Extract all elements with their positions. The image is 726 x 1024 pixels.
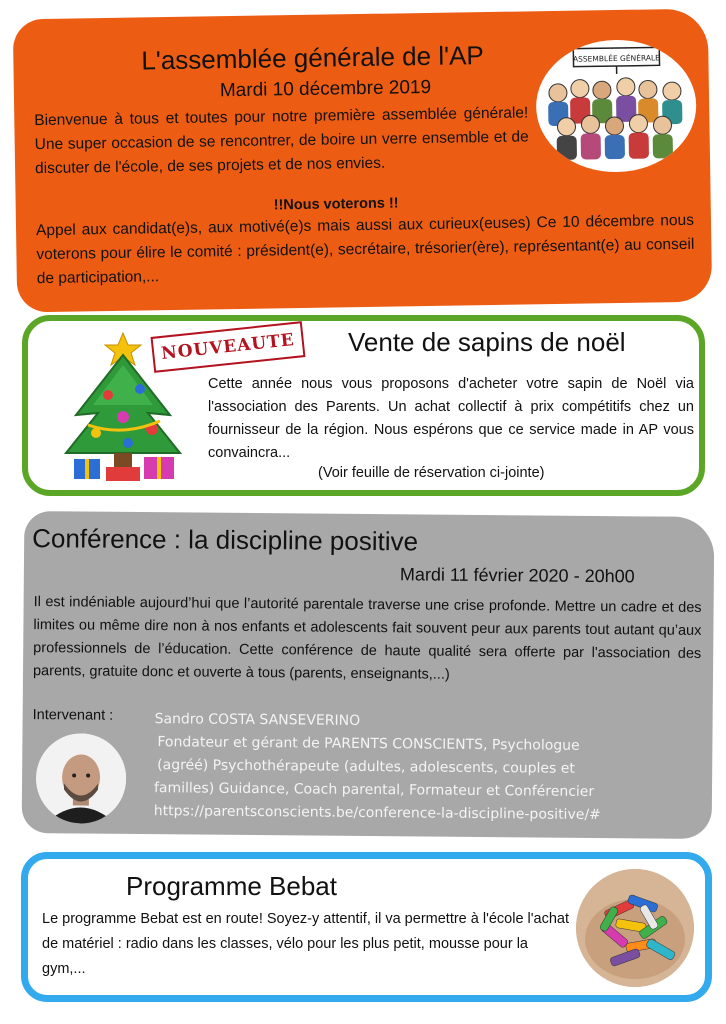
assembly-illustration (535, 39, 697, 173)
ag-date: Mardi 10 décembre 2019 (219, 76, 432, 102)
sapins-title: Vente de sapins de noël (348, 327, 626, 357)
bebat-section (21, 852, 712, 1002)
speaker-name: Sandro COSTA SANSEVERINO (154, 711, 361, 729)
conference-section (22, 511, 715, 839)
bebat-title: Programme Bebat (126, 871, 337, 901)
ag-intro: Bienvenue à tous et toutes pour notre première assemblée générale! Une super occasion de se rencontrer, de boire un verre ensemble et de discuter de l'école, de ses projets et de nos envies. (34, 104, 529, 178)
conference-title: Conférence : la discipline positive (32, 523, 419, 557)
speaker-label: Intervenant : (32, 707, 114, 724)
speaker-line-1: Fondateur et gérant de PARENTS CONSCIENTS, Psychologue (157, 734, 580, 754)
speaker-url-link[interactable]: https://parentsconscients.be/conference-la-discipline-positive/# (153, 803, 601, 824)
speaker-line-2: (agréé) Psychothérapeute (adultes, adolescents, couples et (157, 757, 575, 777)
sapins-note: (Voir feuille de réservation ci-jointe) (318, 465, 545, 481)
assembly-sign-text: ASSEMBLÉE GÉNÉRALE (572, 53, 660, 64)
sapins-section (22, 315, 705, 496)
speaker-details (154, 708, 602, 827)
sapins-text: Cette année nous vous proposons d'acheter votre sapin de Noël via l'association des Parents. Un achat collectif à prix compétitifs chez un fournisseur de la région. Nous espérons que ce service made in AP vous convaincra... (208, 376, 694, 461)
nouveaute-stamp: NOUVEAUTE (151, 321, 306, 373)
conference-text: Il est indéniable aujourd’hui que l’autorité parentale traverse une crise profonde. Mettre un cadre et des limites ou même dire non à nos enfants et adolescents fait souvent peur aux parents tout autant qu’aux professionnels de l’éducation. Cette conférence de haute qualité sera offerte par l'association des parents, gratuite donc et ouverte à tous (parents, enseignants,...) (32, 594, 702, 683)
ag-title: L'assemblée générale de l'AP (141, 40, 484, 76)
conference-date: Mardi 11 février 2020 - 20h00 (399, 564, 635, 587)
ag-vote-text: Appel aux candidat(e)s, aux motivé(e)s mais aussi aux curieux(euses) Ce 10 décembre nous voterons pour élire le comité : président(e), secrétaire, trésorier(ère), représentant(e) au conseil de participation,... (35, 211, 695, 288)
batteries-photo (576, 869, 694, 987)
bebat-text: Le programme Bebat est en route! Soyez-y attentif, il va permettre à l'école l'achat de matériel : radio dans les classes, vélo pour les plus petit, mousse pour la gym,... (42, 911, 569, 977)
speaker-photo (36, 733, 127, 824)
assemblee-generale-section (13, 9, 713, 313)
speaker-line-3: familles) Guidance, Coach parental, Formateur et Conférencier (153, 780, 595, 800)
ag-vote-heading: !!Nous voterons !! (273, 195, 399, 214)
